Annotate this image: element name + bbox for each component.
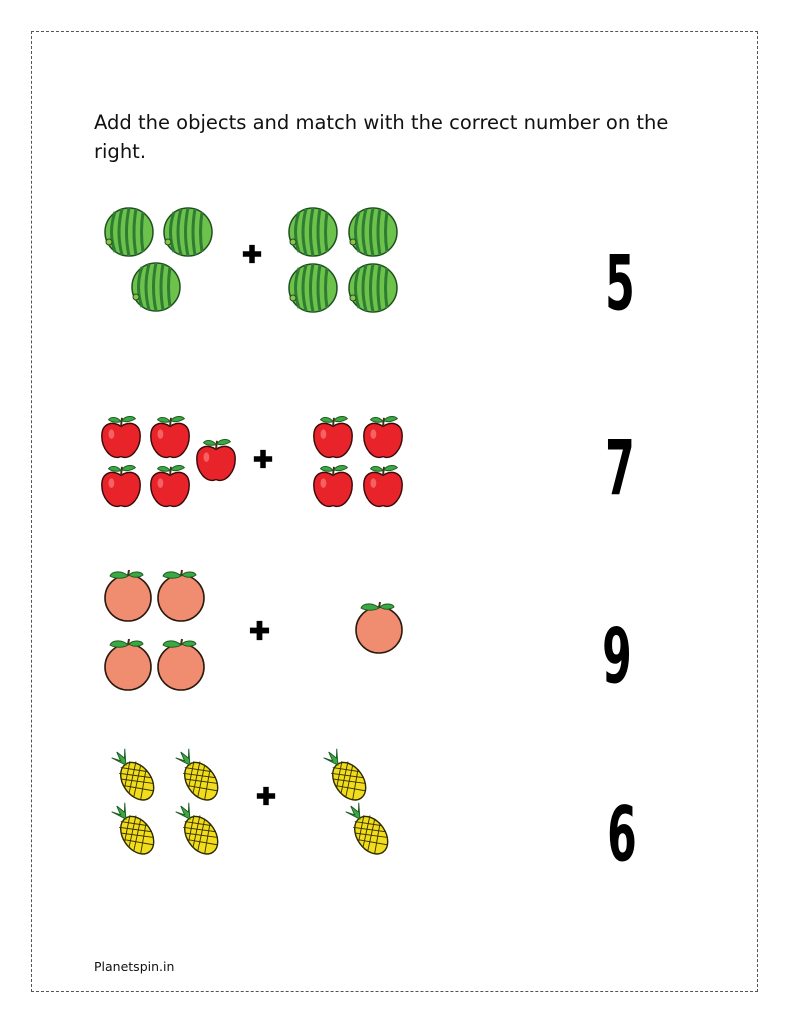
watermelon-icon bbox=[287, 206, 339, 258]
watermelon-icon bbox=[103, 206, 155, 258]
apple-icon bbox=[146, 462, 194, 510]
apple-icon bbox=[97, 413, 145, 461]
plus-icon bbox=[252, 448, 274, 470]
pineapple-icon bbox=[172, 799, 232, 859]
apple-icon bbox=[359, 462, 407, 510]
plus-icon bbox=[248, 619, 271, 642]
instruction-text: Add the objects and match with the correct number on the right. bbox=[94, 111, 669, 163]
apple-icon bbox=[97, 462, 145, 510]
apple-icon bbox=[309, 462, 357, 510]
pineapple-icon bbox=[108, 799, 168, 859]
peach-icon bbox=[155, 637, 207, 691]
answer-number[interactable]: 7 bbox=[605, 426, 635, 514]
watermelon-icon bbox=[347, 206, 399, 258]
peach-icon bbox=[155, 568, 207, 622]
plus-icon bbox=[255, 785, 277, 807]
peach-icon bbox=[353, 600, 405, 654]
watermelon-icon bbox=[162, 206, 214, 258]
peach-icon bbox=[102, 568, 154, 622]
apple-icon bbox=[359, 413, 407, 461]
pineapple-icon bbox=[342, 799, 402, 859]
watermelon-icon bbox=[130, 261, 182, 313]
apple-icon bbox=[309, 413, 357, 461]
pineapple-icon bbox=[320, 745, 380, 805]
apple-icon bbox=[192, 436, 240, 484]
watermelon-icon bbox=[287, 262, 339, 314]
answer-number[interactable]: 5 bbox=[605, 241, 635, 329]
peach-icon bbox=[102, 637, 154, 691]
answer-number[interactable]: 9 bbox=[602, 614, 632, 702]
watermelon-icon bbox=[347, 262, 399, 314]
plus-icon bbox=[241, 243, 263, 265]
pineapple-icon bbox=[172, 745, 232, 805]
apple-icon bbox=[146, 413, 194, 461]
answer-number[interactable]: 6 bbox=[607, 792, 637, 880]
footer-source: Planetspin.in bbox=[94, 959, 175, 974]
pineapple-icon bbox=[108, 745, 168, 805]
